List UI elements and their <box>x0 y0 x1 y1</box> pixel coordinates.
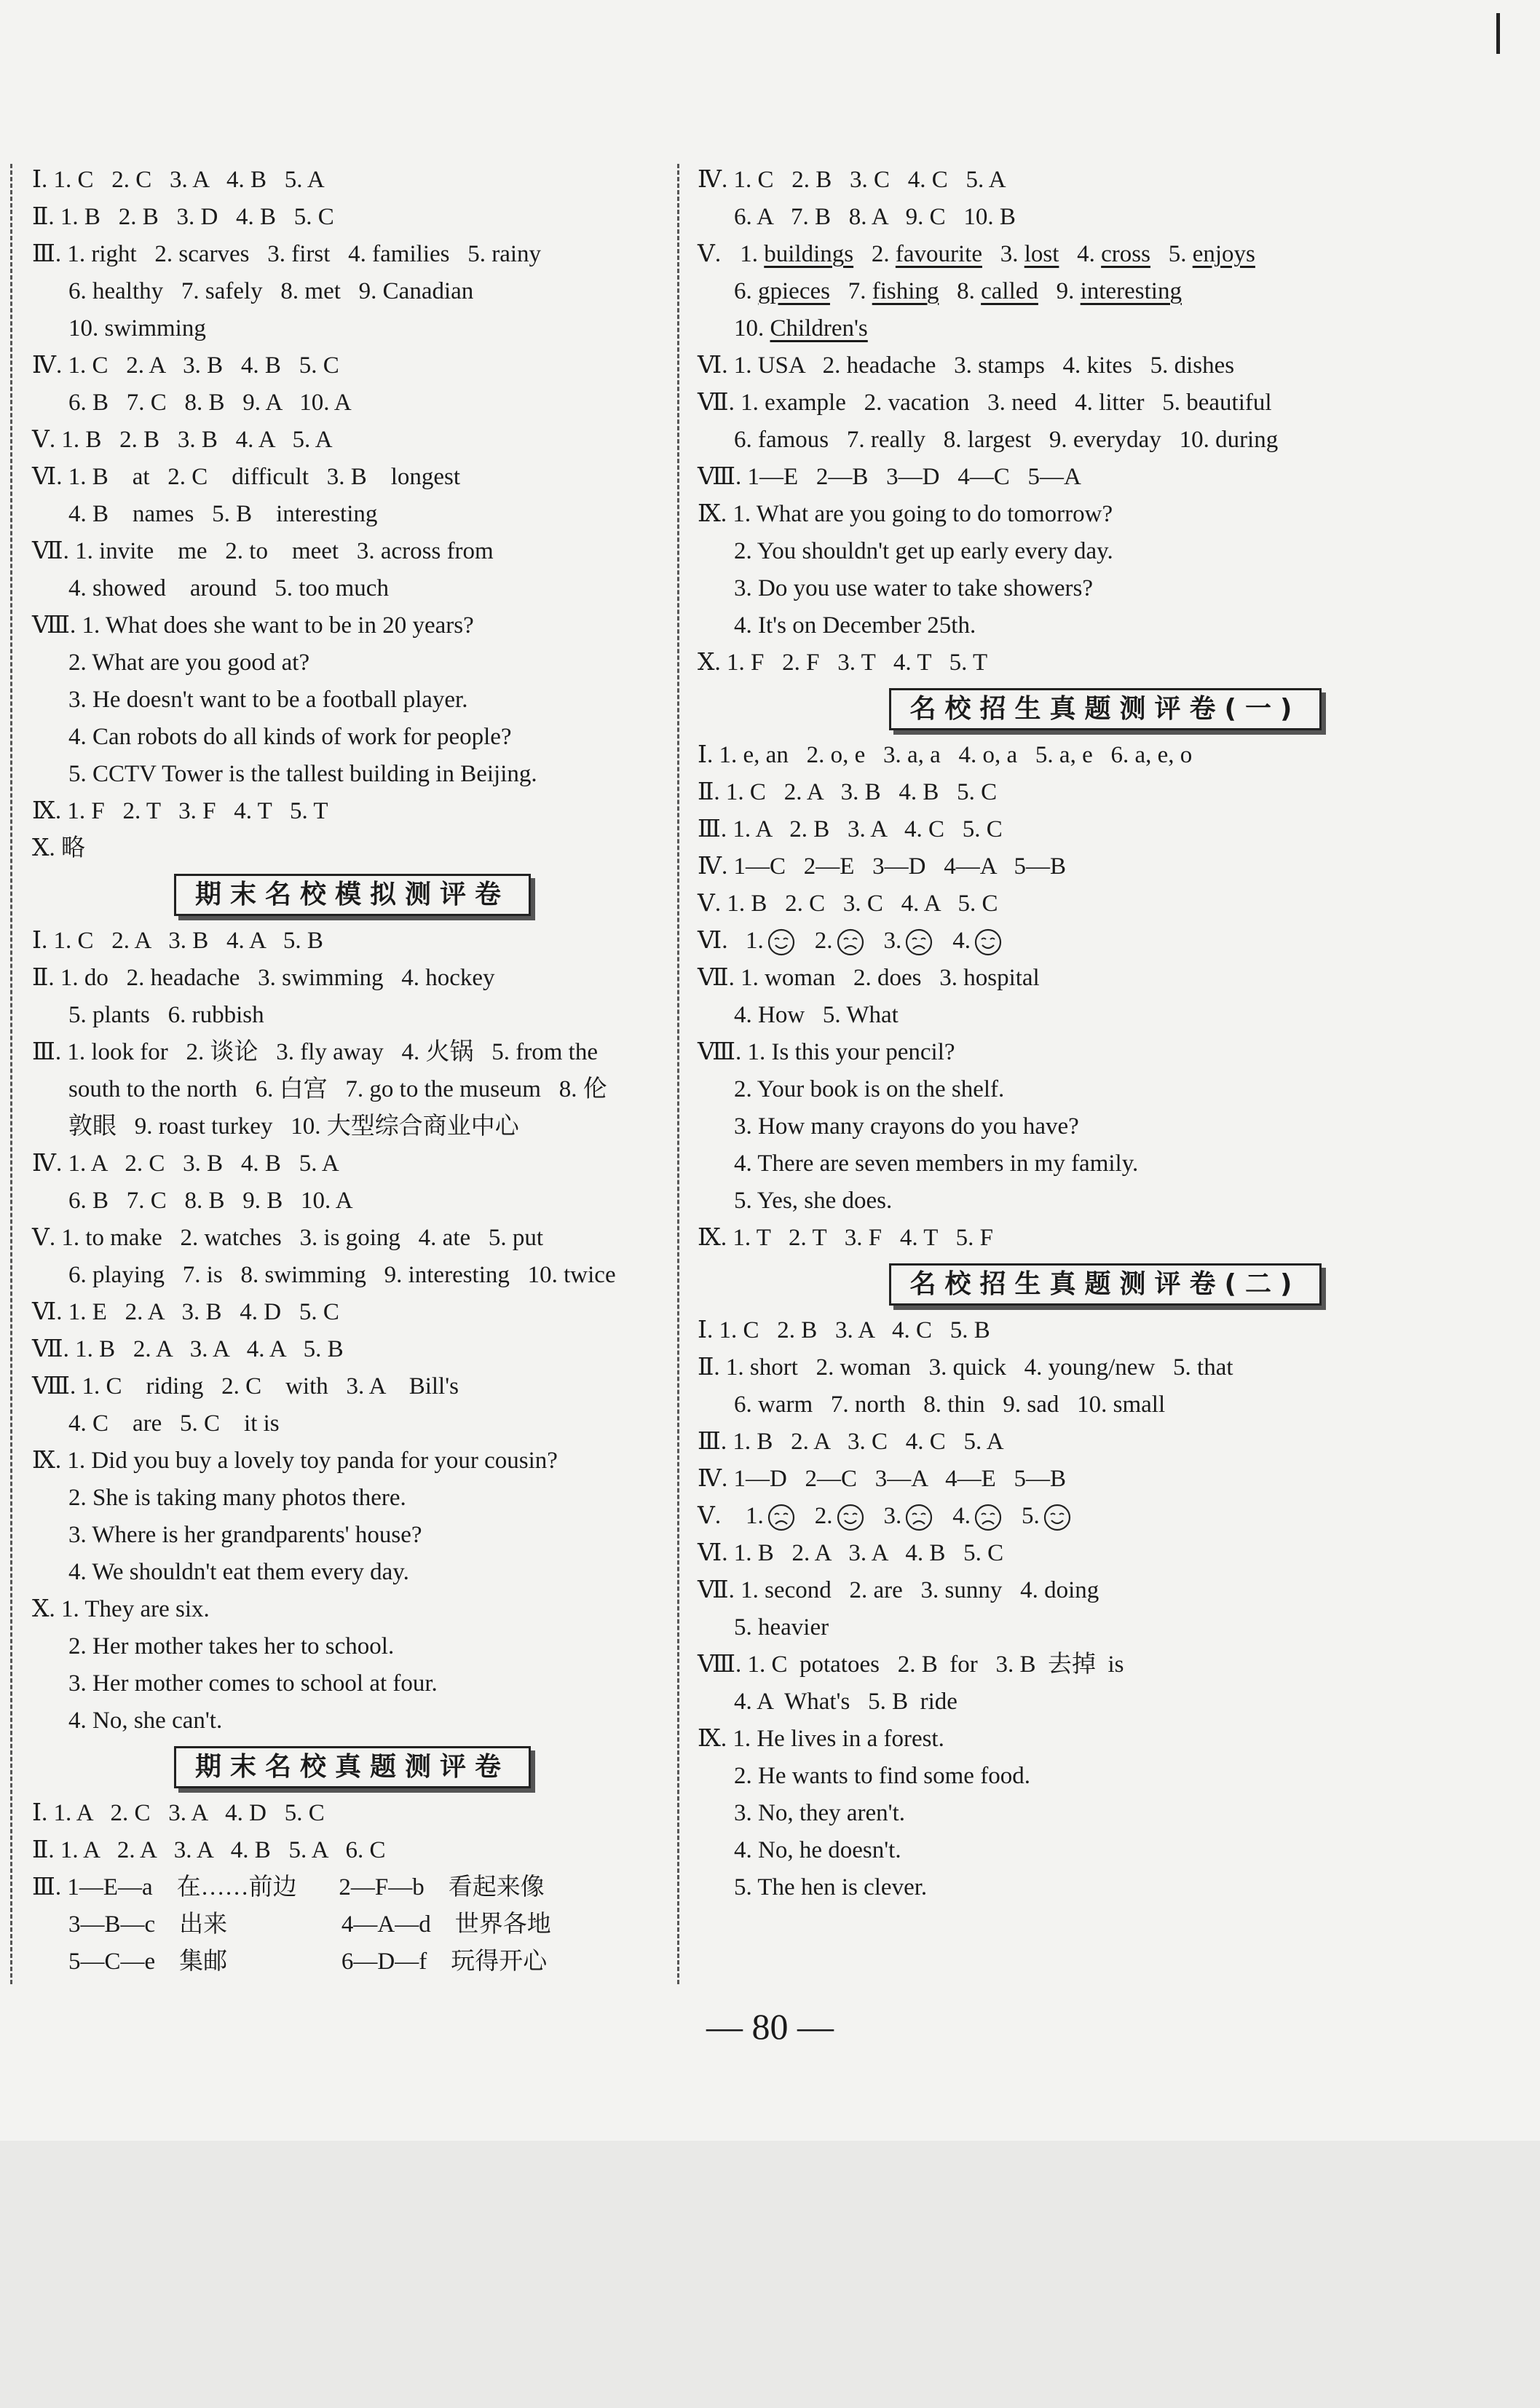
answer-line: Ⅷ. 1. What does she want to be in 20 years? <box>32 612 474 639</box>
answer-line: Ⅱ. 1. short 2. woman 3. quick 4. young/new 5. that <box>698 1354 1233 1381</box>
answer-number: 6. <box>734 278 752 304</box>
sad-face-icon <box>974 1503 1003 1532</box>
answer-line: Ⅱ. 1. B 2. B 3. D 4. B 5. C <box>32 204 334 230</box>
answer-line: Ⅶ. 1. invite me 2. to meet 3. across from <box>32 538 494 564</box>
answer-number: 8. <box>957 278 975 304</box>
answer-line: 2. Her mother takes her to school. <box>68 1633 395 1659</box>
underlined-answers <box>698 236 1513 347</box>
answer-line: 10. swimming <box>68 315 206 342</box>
answer-block <box>32 162 673 867</box>
answer-line: 5. CCTV Tower is the tallest building in Beijing. <box>68 761 537 787</box>
answer-line: 2. She is taking many photos there. <box>68 1485 406 1511</box>
answer-word: enjoys <box>1192 241 1255 267</box>
answer-line: Ⅰ. 1. C 2. A 3. B 4. A 5. B <box>32 928 323 954</box>
answer-line: Ⅰ. 1. C 2. C 3. A 4. B 5. A <box>32 167 325 193</box>
section-title: 期末名校真题测评卷 <box>174 1746 531 1788</box>
answer-line: Ⅳ. 1. A 2. C 3. B 4. B 5. A <box>32 1150 339 1177</box>
section-title-row <box>698 682 1513 737</box>
answer-line: 6. healthy 7. safely 8. met 9. Canadian <box>68 278 474 304</box>
answer-line: Ⅸ. 1. He lives in a forest. <box>698 1726 944 1752</box>
answer-line: 6. A 7. B 8. A 9. C 10. B <box>734 204 1016 230</box>
smiley-face-icon <box>767 928 796 957</box>
answer-block <box>32 923 673 1740</box>
answer-line: 5. Yes, she does. <box>734 1188 893 1214</box>
answer-block <box>698 960 1513 1257</box>
answer-line: 5. The hen is clever. <box>734 1874 928 1900</box>
answer-block <box>698 737 1513 923</box>
answer-line: Ⅹ. 略 <box>32 835 85 861</box>
answer-block <box>698 1312 1513 1498</box>
answer-line: 2. What are you good at? <box>68 650 310 676</box>
answer-number: 10. <box>734 315 765 342</box>
answer-line: south to the north 6. 白宫 7. go to the museum 8. 伦 <box>68 1076 607 1102</box>
answer-line: 4. showed around 5. too much <box>68 575 389 601</box>
answer-line: Ⅷ. 1—E 2—B 3—D 4—C 5—A <box>698 464 1081 490</box>
answer-line: Ⅱ. 1. A 2. A 3. A 4. B 5. A 6. C <box>32 1837 386 1863</box>
answer-line: 4. C are 5. C it is <box>68 1410 280 1437</box>
answer-line: 2. Your book is on the shelf. <box>734 1076 1005 1102</box>
question-number: Ⅴ. <box>698 241 722 267</box>
answer-line: 3. Do you use water to take showers? <box>734 575 1094 601</box>
answer-line: Ⅸ. 1. What are you going to do tomorrow? <box>698 501 1113 527</box>
answer-line: Ⅰ. 1. C 2. B 3. A 4. C 5. B <box>698 1317 990 1343</box>
section-title-row <box>32 867 673 923</box>
answer-line: Ⅲ. 1. look for 2. 谈论 3. fly away 4. 火锅 5. from the <box>32 1039 598 1065</box>
answer-line: Ⅴ. 1. B 2. C 3. C 4. A 5. C <box>698 891 998 917</box>
column-divider <box>677 164 679 1984</box>
answer-line: 4. No, he doesn't. <box>734 1837 901 1863</box>
answer-number: 4. <box>952 1503 971 1529</box>
section-title-row <box>698 1257 1513 1312</box>
answer-line: Ⅸ. 1. F 2. T 3. F 4. T 5. T <box>32 798 328 824</box>
smiley-face-icon <box>1043 1503 1072 1532</box>
answer-line: Ⅸ. 1. T 2. T 3. F 4. T 5. F <box>698 1225 993 1251</box>
left-column-rule <box>10 164 12 1984</box>
answer-number: 4. <box>1077 241 1095 267</box>
answer-number: 2. <box>814 928 833 954</box>
answer-number: 3. <box>883 928 902 954</box>
answer-line: 4. A What's 5. B ride <box>734 1689 957 1715</box>
answer-line: Ⅵ. 1. B 2. A 3. A 4. B 5. C <box>698 1540 1004 1566</box>
answer-line: Ⅶ. 1. woman 2. does 3. hospital <box>698 965 1040 991</box>
answer-word: buildings <box>764 241 854 267</box>
answer-block <box>698 1535 1513 1906</box>
answer-line: 4. It's on December 25th. <box>734 612 976 639</box>
answer-line: Ⅶ. 1. example 2. vacation 3. need 4. litter 5. beautiful <box>698 390 1272 416</box>
section-title-row <box>32 1740 673 1795</box>
answer-number: 5. <box>1022 1503 1040 1529</box>
answer-number: 1. <box>746 928 764 954</box>
answer-word: cross <box>1101 241 1150 267</box>
answer-line: 4. We shouldn't eat them every day. <box>68 1559 409 1585</box>
answer-line: 4. Can robots do all kinds of work for people? <box>68 724 512 750</box>
answer-line: Ⅹ. 1. They are six. <box>32 1596 210 1622</box>
left-column <box>32 162 673 1981</box>
answer-word: fishing <box>872 278 939 304</box>
section-title: 名校招生真题测评卷(二) <box>889 1263 1322 1306</box>
section-title: 期末名校模拟测评卷 <box>174 874 531 916</box>
right-column <box>698 162 1513 1906</box>
answer-number: 1. <box>740 241 758 267</box>
answer-line: Ⅹ. 1. F 2. F 3. T 4. T 5. T <box>698 650 988 676</box>
answer-line: Ⅰ. 1. A 2. C 3. A 4. D 5. C <box>32 1800 325 1826</box>
answer-line <box>698 310 1513 347</box>
answer-word: Children's <box>770 315 868 342</box>
answer-line: 5. plants 6. rubbish <box>68 1002 264 1028</box>
answer-block <box>698 162 1513 236</box>
smiley-face-icon <box>836 1503 865 1532</box>
answer-number: 9. <box>1056 278 1075 304</box>
sad-face-icon <box>904 1503 933 1532</box>
answer-line: 5. heavier <box>734 1614 829 1641</box>
answer-number: 3. <box>1000 241 1019 267</box>
answer-line: 6. playing 7. is 8. swimming 9. interesting 10. twice <box>68 1262 616 1288</box>
answer-number: 2. <box>871 241 890 267</box>
answer-line: Ⅷ. 1. C potatoes 2. B for 3. B 去掉 is <box>698 1651 1124 1678</box>
answer-line: Ⅳ. 1. C 2. B 3. C 4. C 5. A <box>698 167 1006 193</box>
answer-line: 6. warm 7. north 8. thin 9. sad 10. small <box>734 1391 1166 1418</box>
answer-number: 4. <box>952 928 971 954</box>
answer-line: Ⅵ. 1. B at 2. C difficult 3. B longest <box>32 464 461 490</box>
smiley-face-icon <box>974 928 1003 957</box>
answer-word: favourite <box>895 241 982 267</box>
answer-line: 3. He doesn't want to be a football player. <box>68 687 468 713</box>
question-number: Ⅵ. <box>698 928 728 954</box>
answer-line: Ⅲ. 1. B 2. A 3. C 4. C 5. A <box>698 1429 1004 1455</box>
face-answer-line <box>698 923 1513 960</box>
answer-line: 2. He wants to find some food. <box>734 1763 1030 1789</box>
answer-line: 6. B 7. C 8. B 9. A 10. A <box>68 390 352 416</box>
section-title: 名校招生真题测评卷(一) <box>889 688 1322 730</box>
answer-line: Ⅳ. 1. C 2. A 3. B 4. B 5. C <box>32 352 339 379</box>
answer-line: Ⅸ. 1. Did you buy a lovely toy panda for your cousin? <box>32 1448 558 1474</box>
answer-line: 2. You shouldn't get up early every day. <box>734 538 1113 564</box>
answer-line: Ⅵ. 1. USA 2. headache 3. stamps 4. kites 5. dishes <box>698 352 1235 379</box>
answer-line: Ⅲ. 1. right 2. scarves 3. first 4. families 5. rainy <box>32 241 542 267</box>
scan-bottom-margin <box>0 2141 1540 2408</box>
answer-line: Ⅰ. 1. e, an 2. o, e 3. a, a 4. o, a 5. a, e 6. a, e, o <box>698 742 1193 768</box>
answer-word: called <box>981 278 1038 304</box>
answer-line: Ⅵ. 1. E 2. A 3. B 4. D 5. C <box>32 1299 339 1325</box>
answer-line: 6. B 7. C 8. B 9. B 10. A <box>68 1188 353 1214</box>
answer-block <box>698 347 1513 682</box>
answer-line: 6. famous 7. really 8. largest 9. everyday 10. during <box>734 427 1279 453</box>
answer-line: Ⅴ. 1. to make 2. watches 3. is going 4. ate 5. put <box>32 1225 544 1251</box>
answer-line: 敦眼 9. roast turkey 10. 大型综合商业中心 <box>68 1113 519 1140</box>
answer-line: Ⅷ. 1. C riding 2. C with 3. A Bill's <box>32 1373 459 1400</box>
answer-line: Ⅳ. 1—D 2—C 3—A 4—E 5—B <box>698 1466 1066 1492</box>
sad-face-icon <box>836 928 865 957</box>
answer-line: Ⅱ. 1. C 2. A 3. B 4. B 5. C <box>698 779 998 805</box>
answer-block <box>32 1795 673 1981</box>
answer-line: Ⅶ. 1. second 2. are 3. sunny 4. doing <box>698 1577 1099 1603</box>
answer-line: 4. There are seven members in my family. <box>734 1150 1139 1177</box>
corner-mark <box>1496 13 1500 54</box>
sad-face-icon <box>767 1503 796 1532</box>
answer-word: gpieces <box>758 278 830 304</box>
answer-line: Ⅴ. 1. B 2. B 3. B 4. A 5. A <box>32 427 333 453</box>
answer-line: 3. No, they aren't. <box>734 1800 906 1826</box>
answer-number: 1. <box>746 1503 764 1529</box>
answer-number: 3. <box>883 1503 902 1529</box>
answer-line: Ⅶ. 1. B 2. A 3. A 4. A 5. B <box>32 1336 344 1362</box>
answer-line: Ⅲ. 1—E—a 在……前边 2—F—b 看起来像 <box>32 1874 545 1900</box>
answer-word: lost <box>1024 241 1059 267</box>
answer-number: 5. <box>1168 241 1187 267</box>
answer-number: 7. <box>848 278 866 304</box>
page-number: — 80 — <box>706 2006 834 2047</box>
answer-line: 4. B names 5. B interesting <box>68 501 378 527</box>
answer-line: 5—C—e 集邮 6—D—f 玩得开心 <box>68 1949 548 1975</box>
answer-word: interesting <box>1080 278 1182 304</box>
question-number: Ⅴ. <box>698 1503 722 1529</box>
answer-line <box>698 236 1513 273</box>
answer-line: 4. How 5. What <box>734 1002 899 1028</box>
answer-line: 3. Where is her grandparents' house? <box>68 1522 422 1548</box>
answer-line: Ⅷ. 1. Is this your pencil? <box>698 1039 955 1065</box>
answer-line: 3—B—c 出来 4—A—d 世界各地 <box>68 1911 551 1938</box>
answer-line: Ⅳ. 1—C 2—E 3—D 4—A 5—B <box>698 853 1066 880</box>
answer-number: 2. <box>814 1503 833 1529</box>
answer-line: 3. How many crayons do you have? <box>734 1113 1079 1140</box>
face-answer-line <box>698 1498 1513 1535</box>
answer-line: 4. No, she can't. <box>68 1708 223 1734</box>
answer-line: Ⅲ. 1. A 2. B 3. A 4. C 5. C <box>698 816 1003 842</box>
answer-line: Ⅱ. 1. do 2. headache 3. swimming 4. hockey <box>32 965 495 991</box>
answer-line: 3. Her mother comes to school at four. <box>68 1670 438 1697</box>
sad-face-icon <box>904 928 933 957</box>
answer-line <box>698 273 1513 310</box>
